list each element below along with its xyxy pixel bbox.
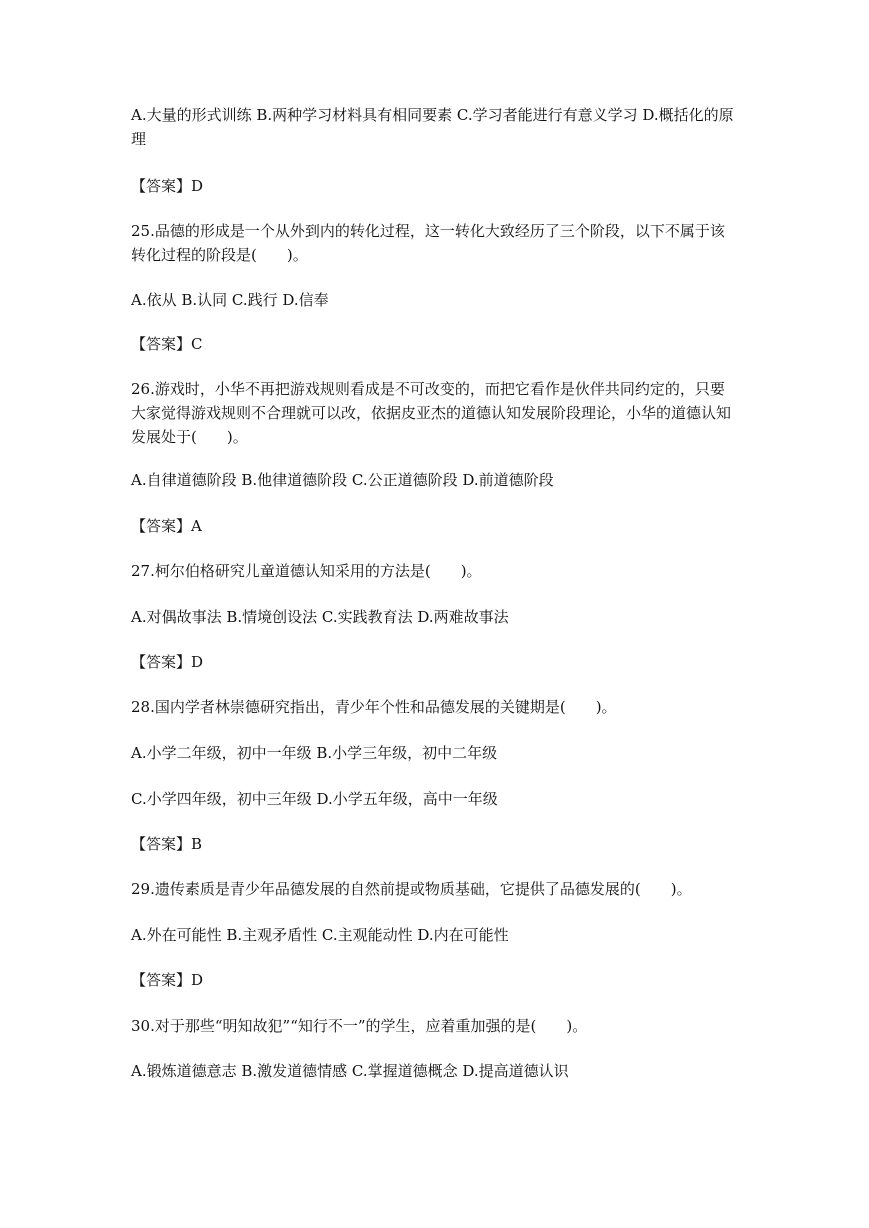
- q24-options-line-2: 理: [131, 130, 147, 148]
- q28-options-line-2: C.小学四年级，初中三年级 D.小学五年级，高中一年级: [131, 790, 498, 808]
- q28-question: 28.国内学者林崇德研究指出，青少年个性和品德发展的关键期是( )。: [131, 698, 617, 716]
- q27-question: 27.柯尔伯格研究儿童道德认知采用的方法是( )。: [131, 562, 482, 580]
- q27-answer: 【答案】D: [131, 653, 204, 671]
- q24-options-line-1: A.大量的形式训练 B.两种学习材料具有相同要素 C.学习者能进行有意义学习 D.概括化的原: [131, 106, 734, 124]
- q25-answer: 【答案】C: [131, 335, 203, 353]
- q25-question-line-2: 转化过程的阶段是( )。: [131, 246, 308, 264]
- q29-answer: 【答案】D: [131, 971, 204, 989]
- q30-question: 30.对于那些“明知故犯”“知行不一”的学生，应着重加强的是( )。: [131, 1017, 588, 1035]
- q25-question-line-1: 25.品德的形成是一个从外到内的转化过程，这一转化大致经历了三个阶段，以下不属于该: [131, 222, 725, 240]
- q29-question: 29.遗传素质是青少年品德发展的自然前提或物质基础，它提供了品德发展的( )。: [131, 880, 692, 898]
- q24-answer: 【答案】D: [131, 177, 204, 195]
- q26-question-line-3: 发展处于( )。: [131, 428, 248, 446]
- q29-options: A.外在可能性 B.主观矛盾性 C.主观能动性 D.内在可能性: [131, 926, 509, 944]
- q28-answer: 【答案】B: [131, 835, 203, 853]
- q30-options: A.锻炼道德意志 B.激发道德情感 C.掌握道德概念 D.提高道德认识: [131, 1062, 569, 1080]
- q26-options: A.自律道德阶段 B.他律道德阶段 C.公正道德阶段 D.前道德阶段: [131, 471, 554, 489]
- q26-question-line-1: 26.游戏时，小华不再把游戏规则看成是不可改变的，而把它看作是伙伴共同约定的，只要: [131, 380, 725, 398]
- q28-options-line-1: A.小学二年级，初中一年级 B.小学三年级，初中二年级: [131, 744, 498, 762]
- q26-answer: 【答案】A: [131, 517, 202, 535]
- q27-options: A.对偶故事法 B.情境创设法 C.实践教育法 D.两难故事法: [131, 608, 509, 626]
- q25-options: A.依从 B.认同 C.践行 D.信奉: [131, 291, 329, 309]
- q26-question-line-2: 大家觉得游戏规则不合理就可以改，依据皮亚杰的道德认知发展阶段理论，小华的道德认知: [131, 404, 732, 422]
